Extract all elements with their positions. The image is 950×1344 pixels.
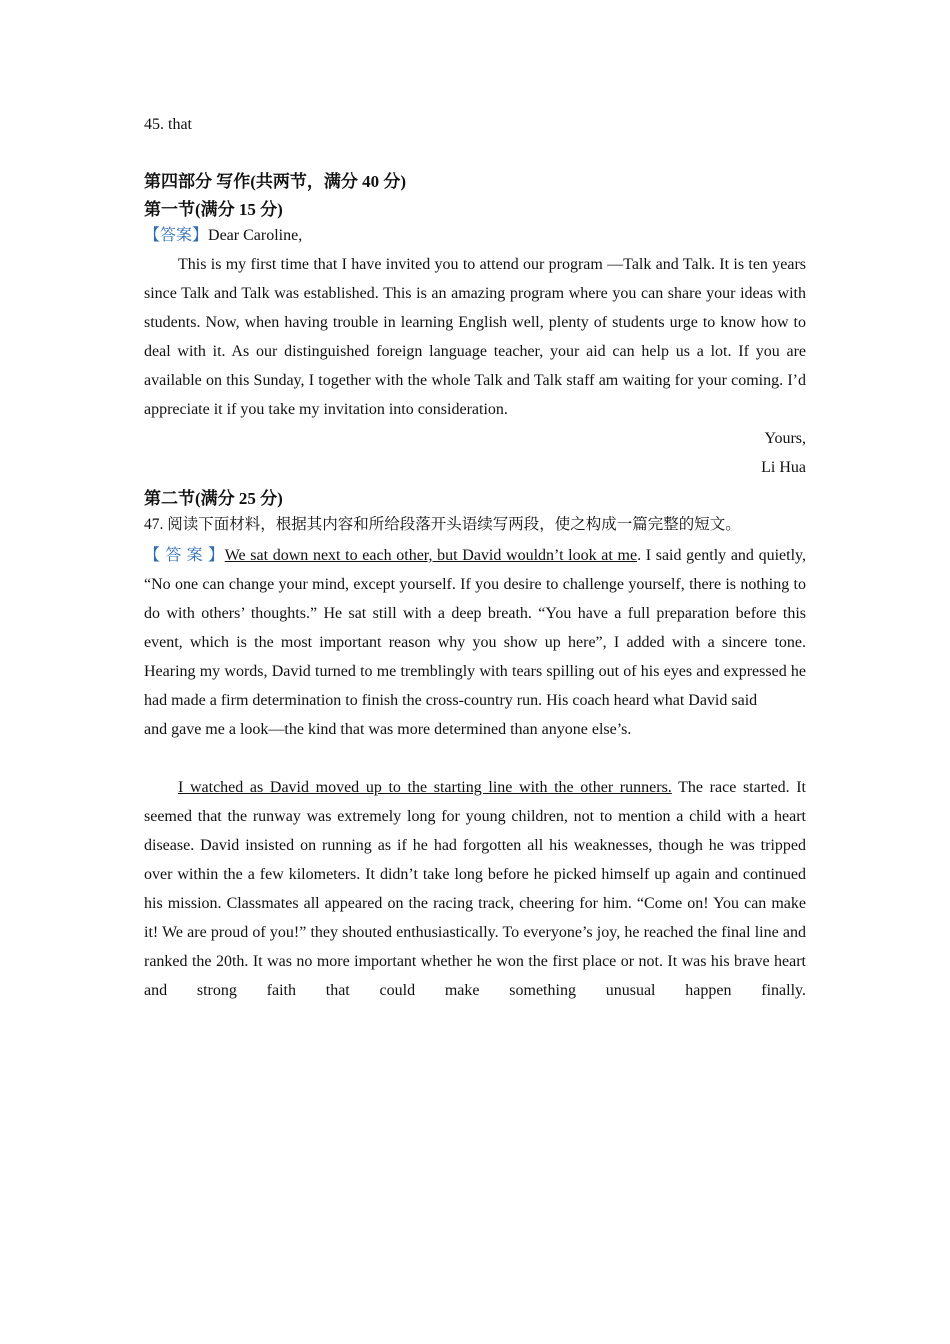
paragraph-2-body: The race started. It seemed that the runway was extremely long for young children, not to mention a child with a heart disease. David insisted on running as if he had forgotten all his weaknesses, though he was tripped over within the a few kilometers. It didn’t take long before he picked himself up again and continued his mission. Classmates all appeared on the racing track, cheering for him. “Come on! You can make it! We are proud of you!” they shouted enthusiastically. To everyone’s joy, he reached the final line and ranked the 20th. It was no more important whether he won the first place or not. It was his brave heart and strong faith that could make something unusual happen finally. bbox=[144, 779, 807, 999]
section-4-part-1-title: 第一节(满分 15 分) bbox=[144, 200, 283, 219]
letter-answer bbox=[144, 221, 806, 482]
answer-tag-2: 【 答 案 】 bbox=[144, 547, 225, 564]
story-paragraph-1 bbox=[144, 541, 806, 715]
letter-greeting: Dear Caroline, bbox=[208, 227, 303, 244]
paragraph-gap bbox=[144, 744, 806, 773]
paragraph-2-opening: I watched as David moved up to the starting line with the other runners. bbox=[178, 779, 672, 796]
answer-tag: 【答案】 bbox=[144, 227, 209, 244]
story-answer bbox=[144, 541, 806, 1005]
question-45-answer: 45. that bbox=[144, 116, 192, 133]
story-paragraph-1-tail: and gave me a look—the kind that was more determined than anyone else’s. bbox=[144, 721, 632, 738]
letter-body: This is my first time that I have invited you to attend our program —Talk and Talk. It is ten years since Talk and Talk was established. This is an amazing program where you can share your ideas with students. Now, when having trouble in learning English well, plenty of students urge to know how to deal with it. As our distinguished foreign language teacher, your aid can help us a lot. If you are available on this Sunday, I together with the whole Talk and Talk staff am waiting for your coming. I’d appreciate it if you take my invitation into consideration. bbox=[144, 256, 806, 418]
paragraph-1-opening: We sat down next to each other, but David wouldn’t look at me bbox=[224, 547, 638, 564]
question-47-prompt: 47. 阅读下面材料，根据其内容和所给段落开头语续写两段，使之构成一篇完整的短文。 bbox=[144, 516, 741, 533]
section-4-title: 第四部分 写作(共两节，满分 40 分) bbox=[144, 172, 407, 191]
paragraph-1-body: . I said gently and quietly, “No one can change your mind, except yourself. If you desire to challenge yourself, there is nothing to do with others’ thoughts.” He sat still with a deep breath. “You have a full preparation before this event, which is the most important reason why you show up here”, I added with a sincere tone. Hearing my words, David turned to me tremblingly with tears spilling out of his eyes and expressed he had made a firm determination to finish the cross-country run. His coach heard what David said bbox=[144, 547, 806, 709]
section-4-part-2-title: 第二节(满分 25 分) bbox=[144, 489, 283, 508]
letter-signature: Li Hua bbox=[761, 459, 806, 476]
story-paragraph-2 bbox=[144, 773, 806, 1005]
letter-greeting-line bbox=[144, 221, 806, 250]
letter-closing: Yours, bbox=[764, 430, 806, 447]
